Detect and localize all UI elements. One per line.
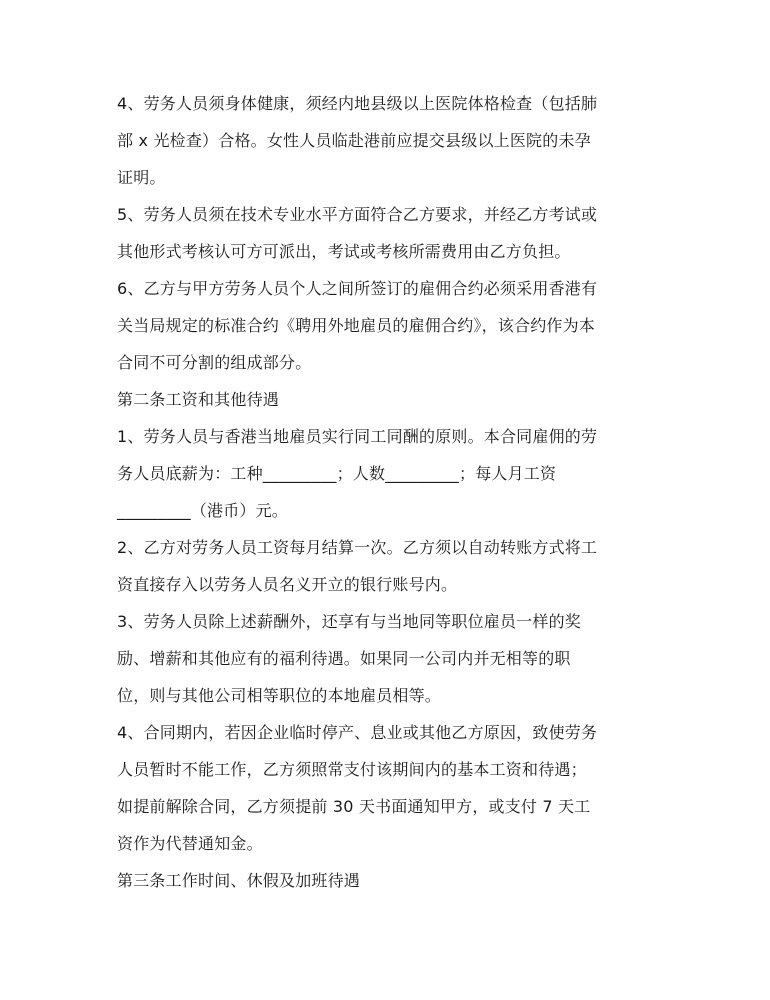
- text-line: 6、乙方与甲方劳务人员个人之间所签订的雇佣合约必须采用香港有: [117, 279, 598, 298]
- text-line: 2、乙方对劳务人员工资每月结算一次。乙方须以自动转账方式将工: [117, 538, 598, 557]
- text-line: 部 x 光检查）合格。女性人员临赴港前应提交县级以上医院的未孕: [117, 131, 591, 150]
- text-line: 如提前解除合同，乙方须提前 30 天书面通知甲方，或支付 7 天工: [117, 797, 591, 816]
- text-line: 励、增薪和其他应有的福利待遇。如果同一公司内并无相等的职: [117, 649, 571, 668]
- text-line: 4、劳务人员须身体健康，须经内地县级以上医院体格检查（包括肺: [117, 94, 598, 113]
- text-line: 关当局规定的标准合约《聘用外地雇员的雇佣合约》，该合约作为本: [117, 316, 596, 335]
- text-line: 其他形式考核认可方可派出，考试或考核所需费用由乙方负担。: [117, 242, 571, 261]
- text-line: 资作为代替通知金。: [117, 834, 263, 853]
- section-heading: 第三条工作时间、休假及加班待遇: [117, 871, 361, 890]
- text-line: 3、劳务人员除上述薪酬外，还享有与当地同等职位雇员一样的奖: [117, 612, 581, 631]
- text-line: 人员暂时不能工作，乙方须照常支付该期间内的基本工资和待遇；: [117, 760, 587, 779]
- text-line: 合同不可分割的组成部分。: [117, 353, 312, 372]
- text-line: 4、合同期内，若因企业临时停产、息业或其他乙方原因，致使劳务: [117, 723, 598, 742]
- text-line: 证明。: [117, 168, 166, 187]
- section-heading: 第二条工资和其他待遇: [117, 390, 280, 409]
- text-line: 5、劳务人员须在技术专业水平方面符合乙方要求，并经乙方考试或: [117, 205, 598, 224]
- text-line: 1、劳务人员与香港当地雇员实行同工同酬的原则。本合同雇佣的劳: [117, 427, 598, 446]
- text-line: _________（港币）元。: [117, 501, 289, 520]
- text-line: 务人员底薪为：工种_________；人数_________；每人月工资: [117, 464, 557, 483]
- text-line: 位，则与其他公司相等职位的本地雇员相等。: [117, 686, 442, 705]
- text-line: 资直接存入以劳务人员名义开立的银行账号内。: [117, 575, 458, 594]
